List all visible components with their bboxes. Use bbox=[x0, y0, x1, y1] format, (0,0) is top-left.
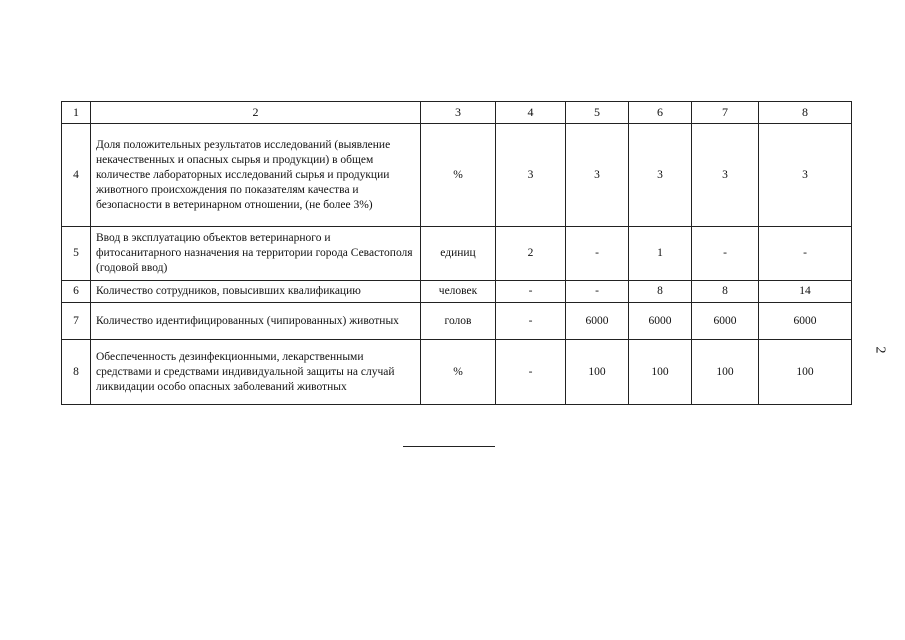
table-row bbox=[62, 124, 852, 227]
row-description: Доля положительных результатов исследований (выявление некачественных и опасных сырья и продукции) в общем количестве лабораторных исследований сырья и продукции животного происхождения по показателям качества и безопасности в ветеринарном отношении, (не более 3%) bbox=[91, 124, 421, 227]
row-value: - bbox=[566, 281, 629, 303]
footer-divider bbox=[403, 446, 495, 447]
row-number: 6 bbox=[62, 281, 91, 303]
row-number: 7 bbox=[62, 303, 91, 340]
row-value: 6000 bbox=[566, 303, 629, 340]
row-number: 8 bbox=[62, 340, 91, 405]
row-value: 100 bbox=[629, 340, 692, 405]
table-row bbox=[62, 340, 852, 405]
row-value: - bbox=[566, 227, 629, 281]
row-value: - bbox=[496, 281, 566, 303]
row-number: 5 bbox=[62, 227, 91, 281]
row-description: Ввод в эксплуатацию объектов ветеринарного и фитосанитарного назначения на территории города Севастополя (годовой ввод) bbox=[91, 227, 421, 281]
row-value: 2 bbox=[496, 227, 566, 281]
row-unit: единиц bbox=[421, 227, 496, 281]
row-unit: голов bbox=[421, 303, 496, 340]
row-value: 14 bbox=[759, 281, 852, 303]
row-value: 100 bbox=[566, 340, 629, 405]
row-value: 6000 bbox=[629, 303, 692, 340]
row-description: Количество идентифицированных (чипированных) животных bbox=[91, 303, 421, 340]
header-cell: 7 bbox=[692, 102, 759, 124]
row-value: 3 bbox=[566, 124, 629, 227]
row-value: 8 bbox=[692, 281, 759, 303]
row-value: 100 bbox=[692, 340, 759, 405]
header-cell: 3 bbox=[421, 102, 496, 124]
indicators-table-wrapper bbox=[61, 101, 851, 405]
table-row bbox=[62, 303, 852, 340]
row-unit: % bbox=[421, 340, 496, 405]
header-cell: 1 bbox=[62, 102, 91, 124]
row-value: 3 bbox=[759, 124, 852, 227]
row-value: - bbox=[496, 340, 566, 405]
table-row bbox=[62, 227, 852, 281]
row-value: - bbox=[692, 227, 759, 281]
page-number: 2 bbox=[872, 346, 888, 354]
row-description: Обеспеченность дезинфекционными, лекарственными средствами и средствами индивидуальной защиты на случай ликвидации особо опасных заболеваний животных bbox=[91, 340, 421, 405]
row-unit: человек bbox=[421, 281, 496, 303]
row-description: Количество сотрудников, повысивших квалификацию bbox=[91, 281, 421, 303]
row-number: 4 bbox=[62, 124, 91, 227]
row-value: 8 bbox=[629, 281, 692, 303]
header-cell: 4 bbox=[496, 102, 566, 124]
header-cell: 2 bbox=[91, 102, 421, 124]
row-value: - bbox=[496, 303, 566, 340]
row-value: 6000 bbox=[692, 303, 759, 340]
row-value: 6000 bbox=[759, 303, 852, 340]
row-value: 3 bbox=[496, 124, 566, 227]
header-cell: 5 bbox=[566, 102, 629, 124]
row-value: - bbox=[759, 227, 852, 281]
header-cell: 6 bbox=[629, 102, 692, 124]
row-value: 1 bbox=[629, 227, 692, 281]
header-cell: 8 bbox=[759, 102, 852, 124]
table-header-row bbox=[62, 102, 852, 124]
indicators-table bbox=[61, 101, 852, 405]
row-value: 3 bbox=[629, 124, 692, 227]
row-value: 100 bbox=[759, 340, 852, 405]
row-unit: % bbox=[421, 124, 496, 227]
table-row bbox=[62, 281, 852, 303]
row-value: 3 bbox=[692, 124, 759, 227]
